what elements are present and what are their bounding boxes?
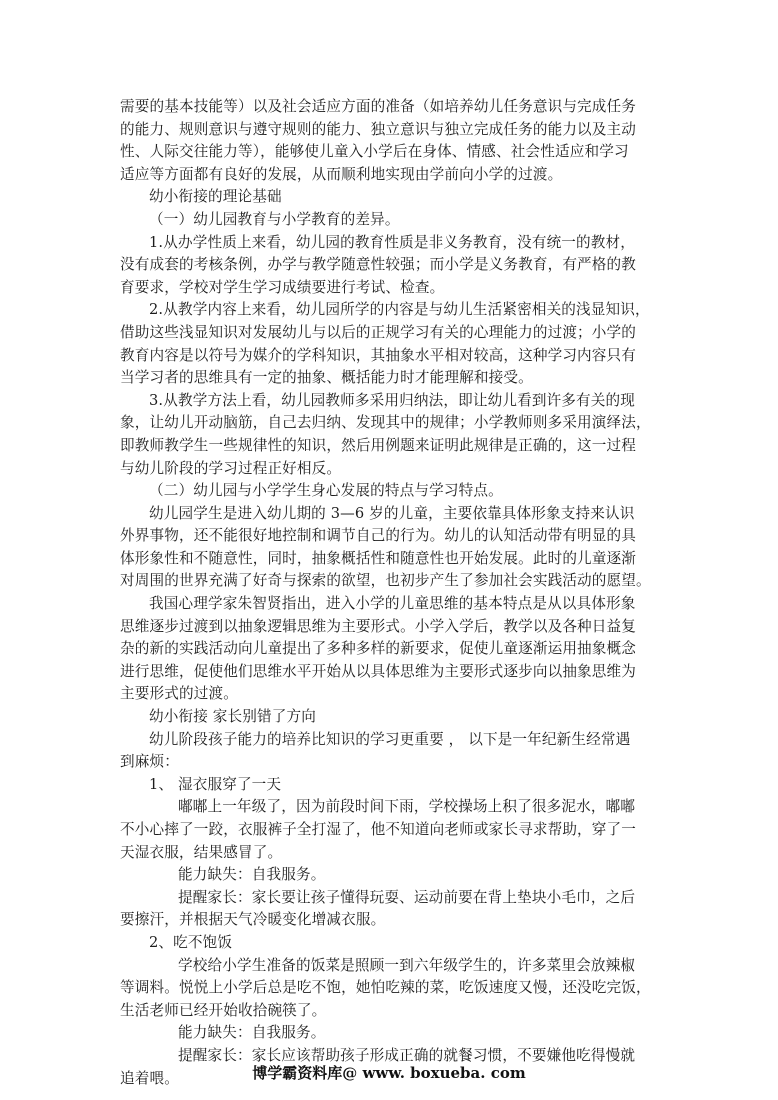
text-line: 等调料。悦悦上小学后总是吃不饱，她怕吃辣的菜，吃饭速度又慢，还没吃完饭， bbox=[120, 979, 651, 997]
text-line: 提醒家长：家长要让孩子懂得玩耍、运动前要在背上垫块小毛巾，之后 bbox=[178, 888, 636, 906]
text-line: 嘟嘟上一年级了，因为前段时间下雨，学校操场上积了很多泥水，嘟嘟 bbox=[178, 798, 636, 816]
text-line: 到麻烦： bbox=[120, 753, 179, 771]
text-line: 要擦汗，并根据天气冷暖变化增减衣服。 bbox=[120, 911, 386, 929]
text-line: 幼小衔接 家长别错了方向 bbox=[149, 708, 316, 726]
text-line: 我国心理学家朱智贤指出，进入小学的儿童思维的基本特点是从以具体形象 bbox=[149, 595, 636, 613]
text-line: 能力缺失：自我服务。 bbox=[178, 866, 326, 884]
text-line: 育要求，学校对学生学习成绩要进行考试、检查。 bbox=[120, 278, 445, 296]
text-line: 1.从办学性质上来看，幼儿园的教育性质是非义务教育，没有统一的教材， bbox=[149, 233, 636, 251]
text-line: 追着喂。 bbox=[120, 1069, 179, 1087]
text-line: 幼儿园学生是进入幼儿期的 3—6 岁的儿童，主要依靠具体形象支持来认识 bbox=[149, 504, 635, 522]
text-line: 不小心摔了一跤，衣服裤子全打湿了，他不知道向老师或家长寻求帮助，穿了一 bbox=[120, 821, 637, 838]
text-line: （一）幼儿园教育与小学教育的差异。 bbox=[149, 210, 400, 228]
text-line: 即教师教学生一些规律性的知识，然后用例题来证明此规律是正确的，这一过程 bbox=[120, 436, 637, 454]
text-line: 性、人际交往能力等），能够使儿童入小学后在身体、情感、社会性适应和学习 bbox=[120, 143, 629, 161]
text-line: 幼儿阶段孩子能力的培养比知识的学习更重要 ， 以下是一年纪新生经常遇 bbox=[149, 730, 631, 748]
text-line: 生活老师已经开始收拾碗筷了。 bbox=[120, 1001, 327, 1019]
text-line: 需要的基本技能等）以及社会适应方面的准备（如培养幼儿任务意识与完成任务 bbox=[120, 98, 637, 115]
text-line: 2、吃不饱饭 bbox=[149, 933, 233, 951]
text-line: 提醒家长：家长应该帮助孩子形成正确的就餐习惯，不要嫌他吃得慢就 bbox=[178, 1046, 636, 1064]
body-text bbox=[120, 96, 673, 1090]
text-line: 的能力、规则意识与遵守规则的能力、独立意识与独立完成任务的能力以及主动 bbox=[120, 120, 637, 138]
text-line: 杂的新的实践活动向儿童提出了多种多样的新要求，促使儿童逐渐运用抽象概念 bbox=[120, 640, 637, 658]
text-line: 没有成套的考核条例，办学与教学随意性较强；而小学是义务教育，有严格的教 bbox=[120, 256, 637, 274]
text-line: 幼小衔接的理论基础 bbox=[149, 188, 282, 206]
text-line: 主要形式的过渡。 bbox=[120, 685, 238, 703]
text-line: 外界事物，还不能很好地控制和调节自己的行为。幼儿的认知活动带有明显的具 bbox=[120, 527, 637, 545]
text-line: 象，让幼儿开动脑筋，自己去归纳、发现其中的规律；小学教师则多采用演绎法， bbox=[120, 414, 651, 432]
text-line: 对周围的世界充满了好奇与探索的欲望，也初步产生了参加社会实践活动的愿望。 bbox=[120, 572, 651, 590]
text-line: （二）幼儿园与小学学生身心发展的特点与学习特点。 bbox=[149, 482, 503, 500]
text-line: 1、 湿衣服穿了一天 bbox=[149, 775, 282, 793]
text-line: 进行思维，促使他们思维水平开始从以具体思维为主要形式逐步向以抽象思维为 bbox=[120, 662, 637, 680]
text-line: 与幼儿阶段的学习过程正好相反。 bbox=[120, 459, 342, 477]
text-line: 能力缺失：自我服务。 bbox=[178, 1024, 326, 1042]
text-line: 借助这些浅显知识对发展幼儿与以后的正规学习有关的心理能力的过渡；小学的 bbox=[120, 323, 637, 341]
text-line: 当学习者的思维具有一定的抽象、概括能力时才能理解和接受。 bbox=[120, 369, 533, 387]
text-line: 天湿衣服，结果感冒了。 bbox=[120, 843, 283, 861]
text-line: 学校给小学生准备的饭菜是照顾一到六年级学生的，许多菜里会放辣椒 bbox=[178, 956, 636, 974]
text-line: 3.从教学方法上看，幼儿园教师多采用归纳法，即让幼儿看到许多有关的现 bbox=[149, 391, 636, 409]
footer-watermark: 博学霸资料库@ www. boxueba. com bbox=[252, 1064, 526, 1082]
text-line: 思维逐步过渡到以抽象逻辑思维为主要形式。小学入学后，教学以及各种日益复 bbox=[120, 617, 637, 635]
text-line: 教育内容是以符号为媒介的学科知识，其抽象水平相对较高，这种学习内容只有 bbox=[120, 346, 637, 364]
text-line: 2.从教学内容上来看，幼儿园所学的内容是与幼儿生活紧密相关的浅显知识， bbox=[149, 301, 650, 319]
text-line: 适应等方面都有良好的发展，从而顺利地实现由学前向小学的过渡。 bbox=[120, 165, 563, 183]
text-line: 体形象性和不随意性，同时，抽象概括性和随意性也开始发展。此时的儿童逐渐 bbox=[120, 549, 637, 567]
